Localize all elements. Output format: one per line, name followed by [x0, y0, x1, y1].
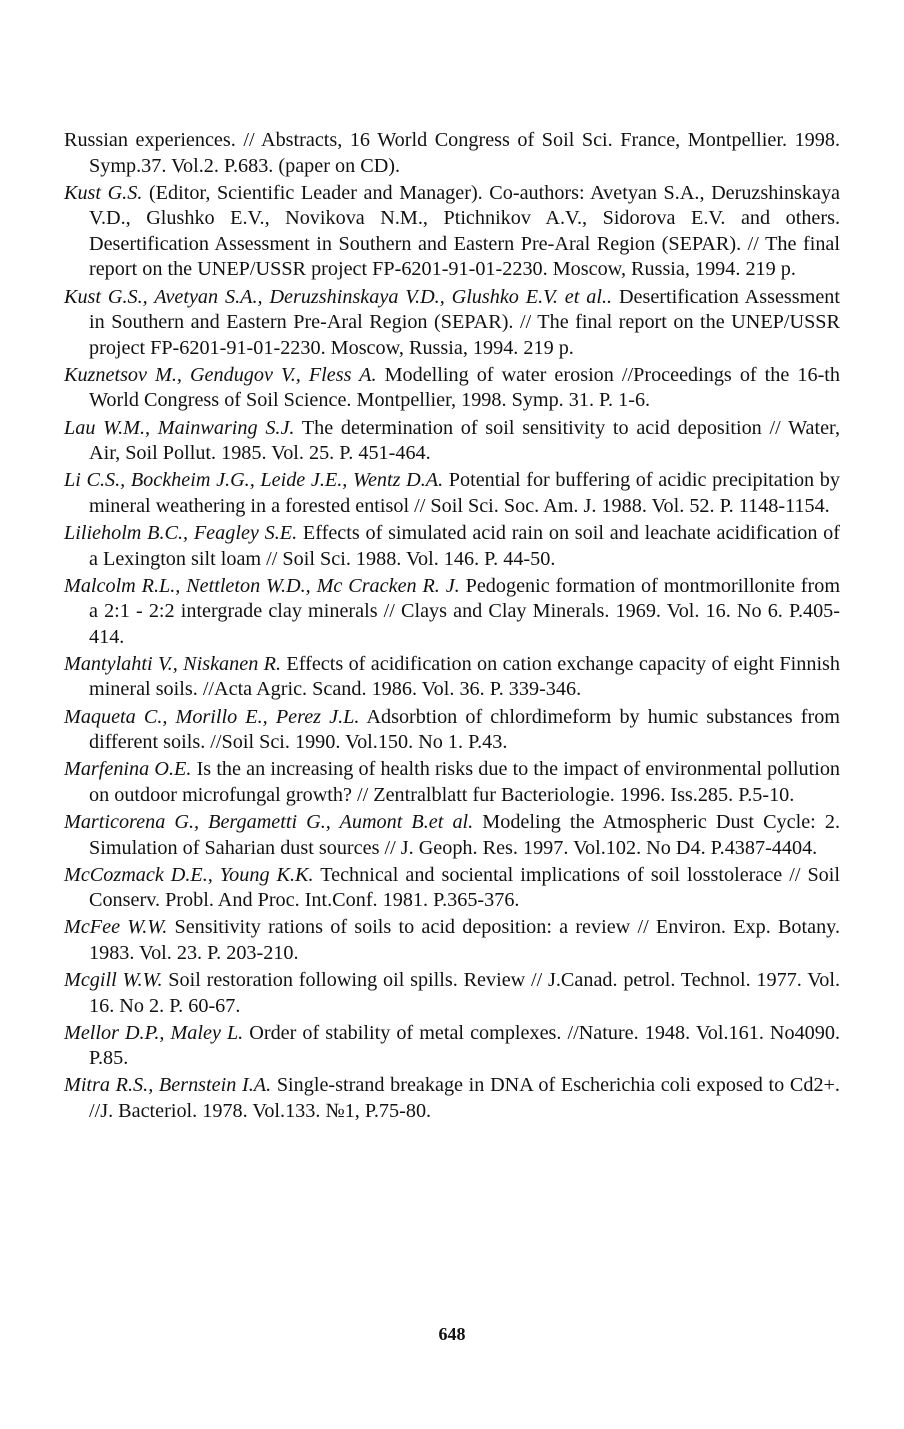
reference-entry — [64, 416, 840, 467]
reference-authors: Marticorena G., Bergametti G., Aumont B.et al. — [64, 810, 474, 833]
reference-entry — [64, 468, 840, 519]
reference-text: Single-strand breakage in DNA of Escherichia coli exposed to Cd2+. //J. Bacteriol. 1978. Vol.133. №1, P.75-80. — [89, 1074, 840, 1122]
reference-text: Adsorbtion of chlordimeform by humic substances from different soils. //Soil Sci. 1990. Vol.150. No 1. P.43. — [89, 705, 840, 754]
reference-text: The determination of soil sensitivity to acid deposition // Water, Air, Soil Pollut. 1985. Vol. 25. P. 451-464. — [89, 416, 840, 465]
reference-text: Desertification Assessment in Southern and Eastern Pre-Aral Region (SEPAR). // The final report on the UNEP/USSR project FP-6201-91-01-2230. Moscow, Russia, 1994. 219 p. — [89, 285, 840, 359]
reference-entry — [64, 705, 840, 756]
reference-entry — [64, 915, 840, 966]
reference-continuation: Russian experiences. // Abstracts, 16 World Congress of Soil Sci. France, Montpellier. 1998. Symp.37. Vol.2. P.683. (paper on CD). — [64, 129, 840, 177]
reference-authors: Mcgill W.W. — [64, 969, 163, 991]
reference-text: Effects of acidification on cation exchange capacity of eight Finnish mineral soils. //Acta Agric. Scand. 1986. Vol. 36. P. 339-346. — [89, 652, 841, 701]
reference-entry — [64, 652, 840, 703]
reference-entry — [64, 521, 840, 572]
reference-text: Technical and sociental implications of soil losstolerace // Soil Conserv. Probl. And Proc. Int.Conf. 1981. P.365-376. — [89, 863, 840, 912]
reference-authors: Lau W.M., Mainwaring S.J. — [64, 416, 295, 439]
reference-text: Modelling of water erosion //Proceedings of the 16-th World Congress of Soil Science. Montpellier, 1998. Symp. 31. P. 1-6. — [89, 363, 840, 412]
reference-authors: Malcolm R.L., Nettleton W.D., Mc Cracken R. J. — [64, 574, 460, 597]
reference-authors: Marfenina O.E. — [64, 758, 192, 781]
reference-text: Modeling the Atmospheric Dust Cycle: 2. Simulation of Saharian dust sources // J. Geoph. Res. 1997. Vol.102. No D4. P.4387-4404. — [89, 810, 840, 859]
reference-text: Effects of simulated acid rain on soil and leachate acidification of a Lexington silt loam // Soil Sci. 1988. Vol. 146. P. 44-50. — [89, 521, 841, 570]
reference-entry — [64, 757, 840, 808]
reference-entry — [64, 363, 840, 414]
reference-authors: McFee W.W. — [64, 916, 168, 939]
reference-entry — [64, 285, 840, 362]
reference-authors: Kust G.S., Avetyan S.A., Deruzshinskaya V.D., Glushko E.V. et al.. — [64, 285, 613, 308]
reference-authors: Mellor D.P., Maley L. — [64, 1021, 244, 1044]
reference-authors: Kuznetsov M., Gendugov V., Fless A. — [64, 363, 377, 386]
reference-authors: Lilieholm B.C., Feagley S.E. — [64, 521, 298, 544]
reference-text: Sensitivity rations of soils to acid deposition: a review // Environ. Exp. Botany. 1983. Vol. 23. P. 203-210. — [89, 916, 841, 964]
reference-text: Is the an increasing of health risks due to the impact of environmental pollution on outdoor microfungal growth? // Zentralblatt fur Bacteriologie. 1996. Iss.285. P.5-10. — [89, 758, 841, 806]
reference-authors: Maqueta C., Morillo E., Perez J.L. — [64, 705, 360, 728]
reference-entry — [64, 863, 840, 914]
reference-entry — [64, 810, 840, 861]
reference-entry — [64, 181, 840, 283]
reference-entry — [64, 1021, 840, 1072]
reference-authors: Mantylahti V., Niskanen R. — [64, 652, 282, 675]
reference-authors: McCozmack D.E., Young K.K. — [64, 863, 314, 886]
reference-list — [64, 128, 840, 1126]
reference-entry — [64, 1073, 840, 1124]
reference-text: Pedogenic formation of montmorillonite from a 2:1 - 2:2 intergrade clay minerals // Clays and Clay Minerals. 1969. Vol. 16. No 6. P.405-414. — [89, 574, 841, 648]
reference-text: Potential for buffering of acidic precipitation by mineral weathering in a forested entisol // Soil Sci. Soc. Am. J. 1988. Vol. 52. P. 1148-1154. — [89, 469, 840, 517]
reference-text: Order of stability of metal complexes. //Nature. 1948. Vol.161. No4090. P.85. — [89, 1021, 841, 1070]
reference-authors: Li C.S., Bockheim J.G., Leide J.E., Wentz D.A. — [64, 469, 444, 492]
reference-entry — [64, 968, 840, 1019]
reference-text: Soil restoration following oil spills. Review // J.Canad. petrol. Technol. 1977. Vol. 16. No 2. P. 60-67. — [89, 969, 841, 1017]
reference-entry — [64, 574, 840, 651]
reference-authors: Kust G.S. — [64, 181, 143, 204]
reference-authors: Mitra R.S., Bernstein I.A. — [64, 1074, 272, 1097]
reference-text: (Editor, Scientific Leader and Manager). Co-authors: Avetyan S.A., Deruzshinskaya V.D., Glushko E.V., Novikova N.M., Ptichnikov A.V., Sidorova E.V. and others. Desertification Assessment in Southern and Eastern Pre-Aral Region (SEPAR). // The final report on the UNEP/USSR project FP-6201-91-01-2230. Moscow, Russia, 1994. 219 p. — [89, 181, 841, 281]
page-number: 648 — [438, 1324, 466, 1344]
